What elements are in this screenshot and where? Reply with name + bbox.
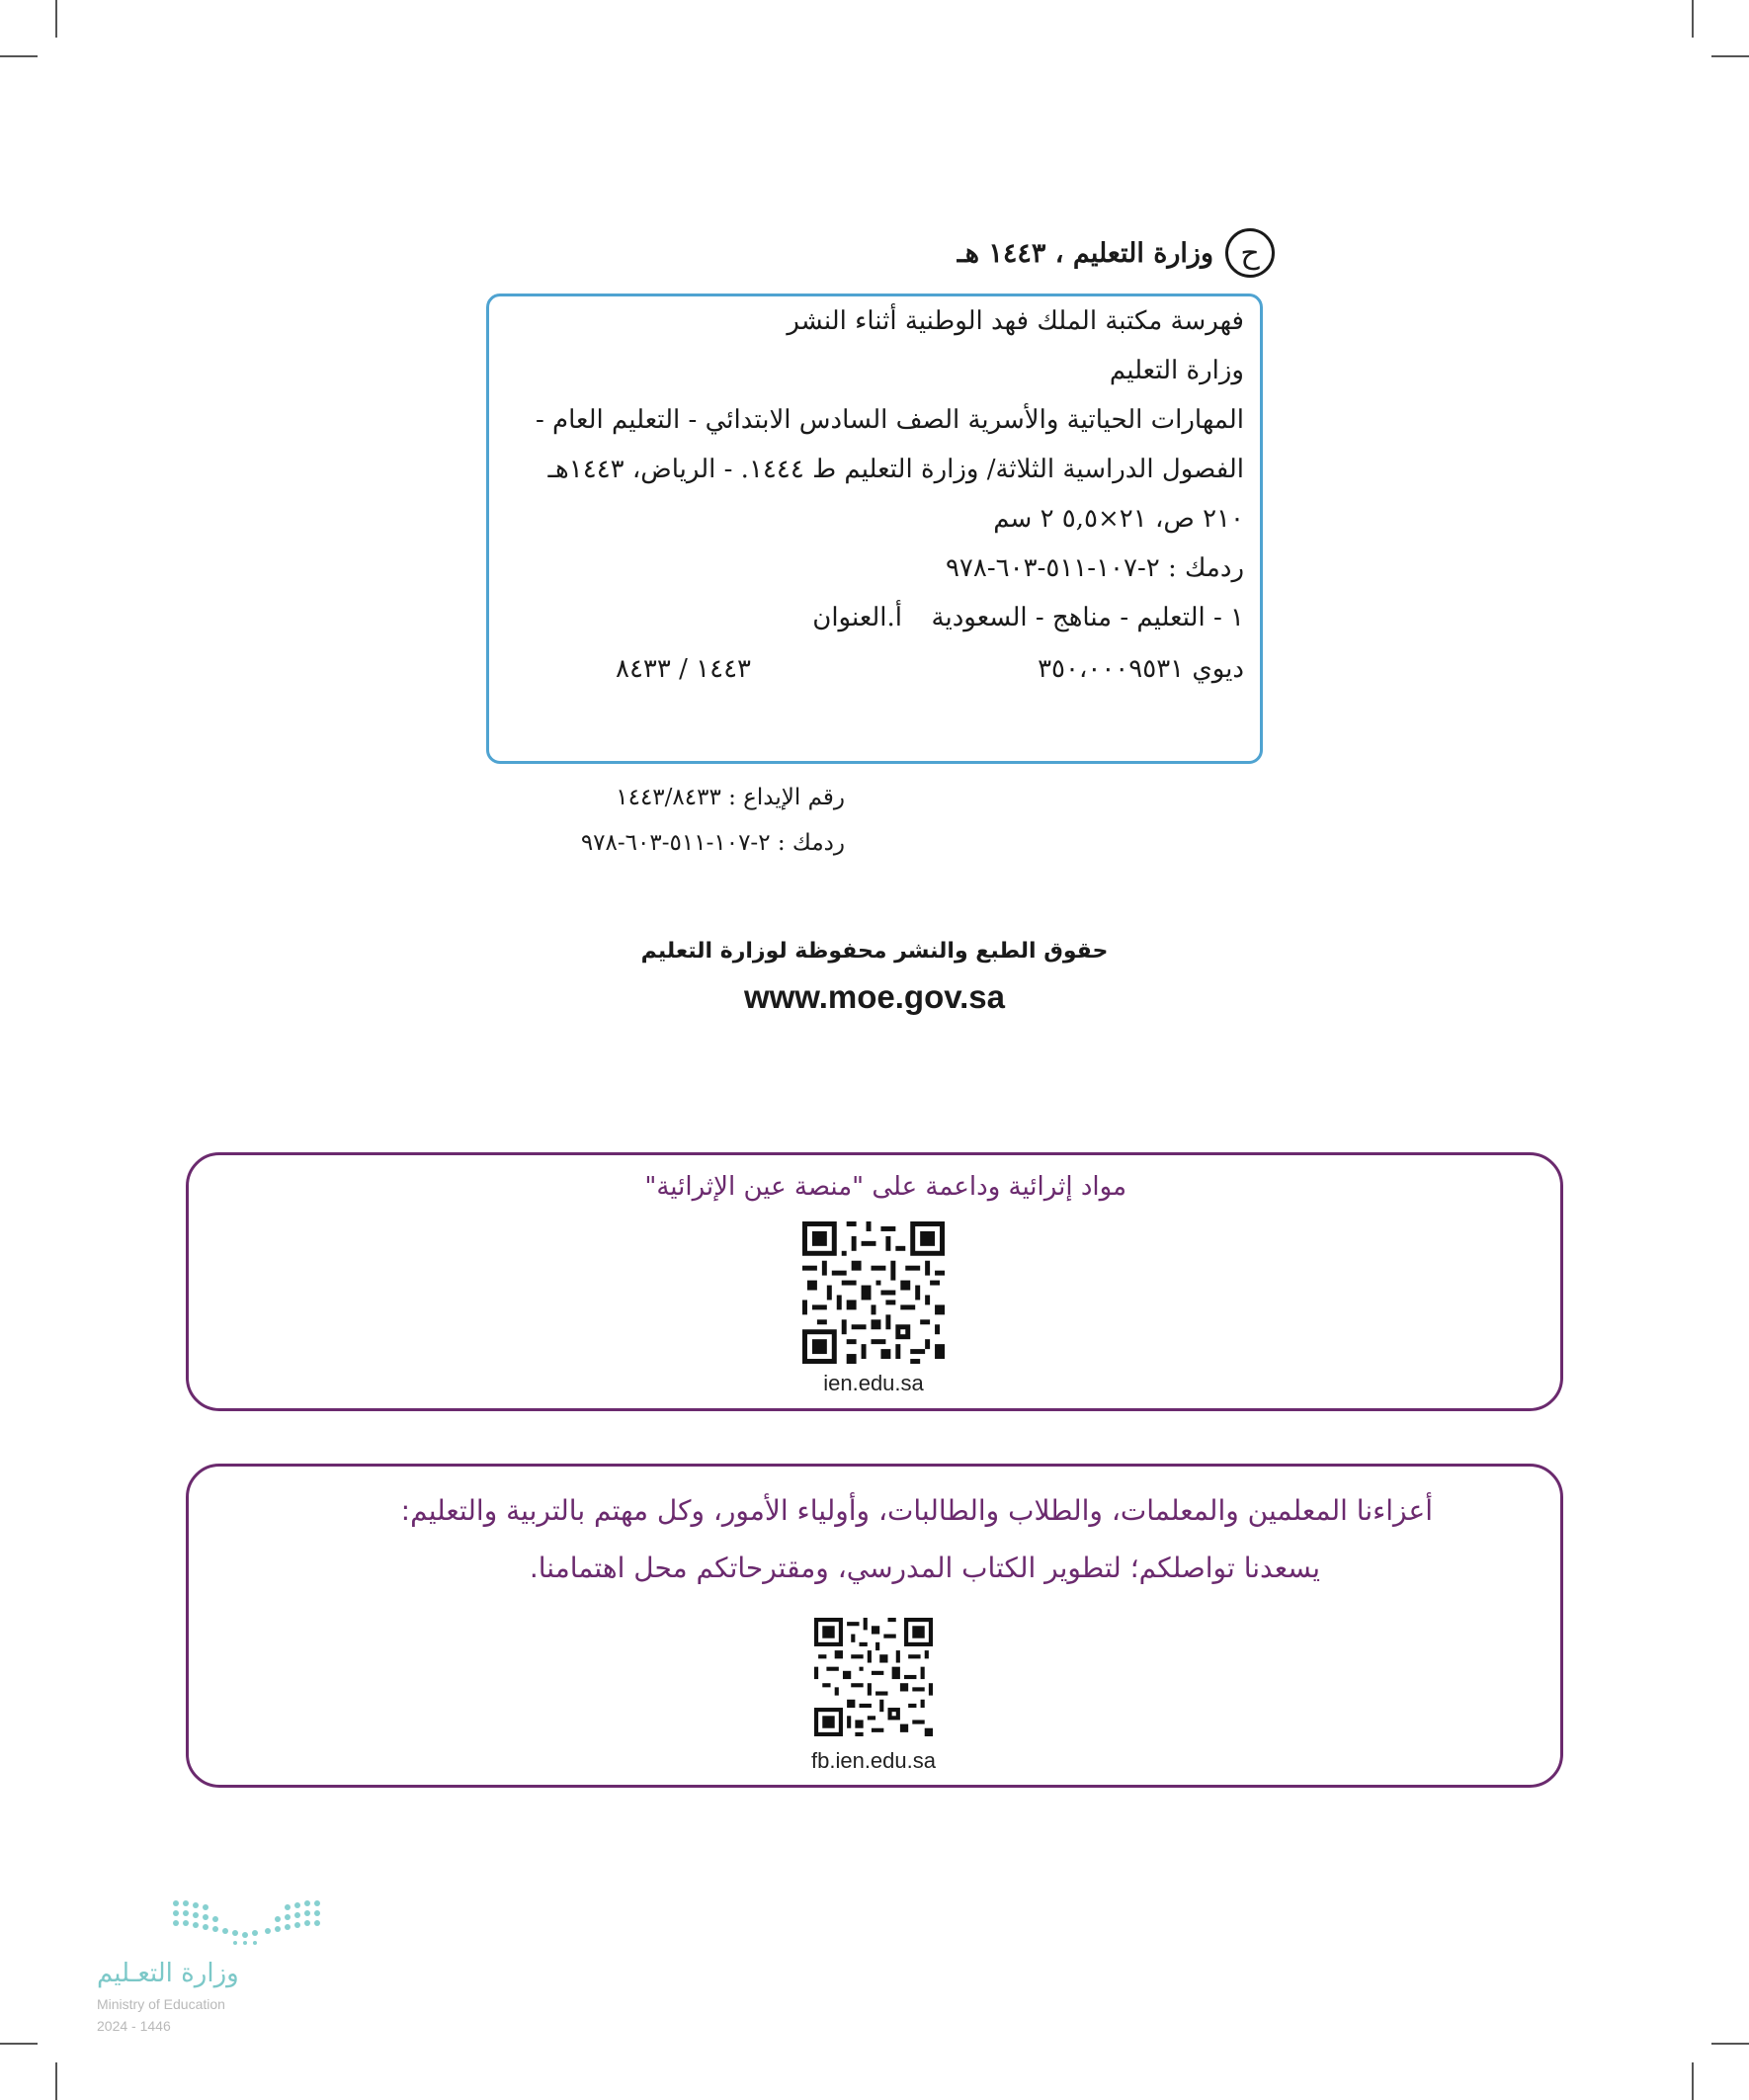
copyright-text: وزارة التعليم ، ١٤٤٣ هـ — [957, 237, 1213, 269]
feedback-qr-code-icon[interactable] — [814, 1618, 933, 1736]
crop-mark — [1711, 55, 1749, 57]
catalog-line: المهارات الحياتية والأسرية الصف السادس الابتدائي - التعليم العام - — [535, 405, 1244, 435]
crop-mark — [1692, 0, 1694, 38]
crop-mark — [55, 0, 57, 38]
website-link[interactable]: www.moe.gov.sa — [743, 978, 1006, 1015]
crop-mark — [1692, 2062, 1694, 2100]
feedback-line-1: أعزاءنا المعلمين والمعلمات، والطلاب والطالبات، وأولياء الأمور، وكل مهتم بالتربية والتعليم: — [400, 1494, 1433, 1527]
catalog-line: فهرسة مكتبة الملك فهد الوطنية أثناء النشر — [787, 306, 1244, 336]
logo-year: 2024 - 1446 — [97, 2018, 171, 2034]
logo-arabic-text: وزارة التعـليم — [97, 1959, 239, 1988]
feedback-line-2: يسعدنا تواصلكم؛ لتطوير الكتاب المدرسي، ومقترحاتكم محل اهتمامنا. — [529, 1552, 1320, 1584]
catalog-title-label: أ.العنوان — [812, 603, 902, 632]
copyright-line — [919, 223, 1275, 283]
deposit-isbn: ردمك : ٢-١٠٧-٥١١-٦٠٣-٩٧٨ — [580, 830, 845, 856]
crop-mark — [1711, 2043, 1749, 2045]
crop-mark — [0, 55, 38, 57]
ministry-logo-icon — [170, 1897, 323, 1947]
catalog-box — [486, 294, 1263, 764]
crop-mark — [0, 2043, 38, 2045]
crop-mark — [55, 2062, 57, 2100]
ien-qr-code-icon[interactable] — [802, 1221, 945, 1364]
logo-english-text: Ministry of Education — [97, 1996, 225, 2012]
catalog-dewey: ديوي ٣٥٠،٠٠٠٩٥٣١ — [1038, 654, 1244, 684]
catalog-line: ٢١٠ ص، ٢١×٥,٥ ٢ سم — [993, 504, 1244, 534]
feedback-url[interactable]: fb.ien.edu.sa — [811, 1748, 936, 1773]
deposit-number: رقم الإيداع : ١٤٤٣/٨٤٣٣ — [616, 785, 845, 810]
catalog-line: ردمك : ٢-١٠٧-٥١١-٦٠٣-٩٧٨ — [945, 553, 1244, 583]
catalog-subject: ١ - التعليم - مناهج - السعودية — [931, 603, 1244, 632]
ien-title: مواد إثرائية وداعمة على "منصة عين الإثرائية" — [644, 1172, 1126, 1202]
ien-url[interactable]: ien.edu.sa — [823, 1371, 924, 1395]
catalog-line: الفصول الدراسية الثلاثة/ وزارة التعليم ط ١٤٤٤. - الرياض، ١٤٤٣هـ — [547, 455, 1244, 484]
catalog-line: وزارة التعليم — [1109, 356, 1244, 385]
catalog-dewey-number: ١٤٤٣ / ٨٤٣٣ — [615, 654, 751, 684]
rights-text: حقوق الطبع والنشر محفوظة لوزارة التعليم — [640, 939, 1109, 964]
copyright-symbol-icon: ح — [1225, 228, 1275, 278]
